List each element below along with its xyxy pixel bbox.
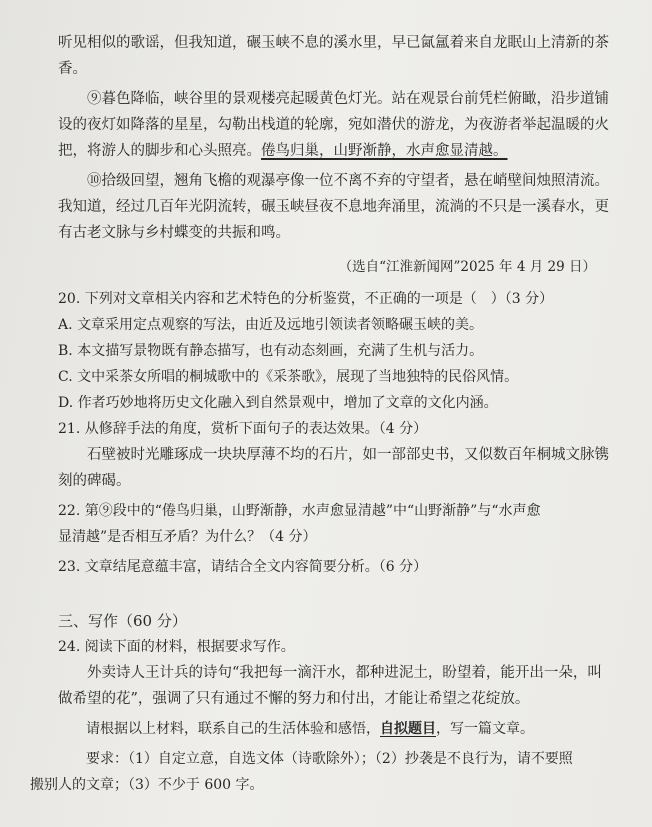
question-23-stem: 23. 文章结尾意蕴丰富，请结合全文内容简要分析。（6 分） — [58, 559, 428, 575]
option-c: C. 文中采茶女所唱的桐城歌中的《采茶歌》，展现了当地独特的民俗风情。 — [58, 369, 519, 385]
option-d: D. 作者巧妙地将历史文化融入到自然景观中，增加了文章的文化内涵。 — [58, 395, 498, 411]
paragraph-10: ⑩拾级回望，翘角飞檐的观瀑亭像一位不离不弃的守望者，悬在峭壁间烛照清流。 我知道，经过几百年光阴流转，碾玉峡昼夜不息地奔涌里，流淌的不只是一溪春水，更 有古老文脉与乡村蝶变的共振和鸣。 — [58, 173, 609, 241]
writing-requirements: 要求：（1）自定立意，自选文体（诗歌除外）；（2）抄袭是不良行为，请不要照 搬别人的文章；（3）不少于 600 字。 — [30, 751, 573, 793]
underlined-sentence: 倦鸟归巢，山野渐静，水声愈显清越。 — [261, 143, 508, 159]
question-23 — [58, 554, 612, 580]
question-22 — [58, 498, 612, 550]
paragraph-8-end: 听见相似的歌谣，但我知道，碾玉峡不息的溪水里，早已氤氲着来自龙眠山上清新的茶 香。 — [58, 35, 609, 77]
writing-prompt: 请根据以上材料，联系自己的生活体验和感悟，自拟题目，写一篇文章。 — [86, 721, 534, 737]
question-20 — [58, 286, 612, 416]
writing-material: 外卖诗人王计兵的诗句“我把每一滴汗水，都种进泥土，盼望着，能开出一朵，叫 做希望的花”，强调了只有通过不懈的努力和付出，才能让希望之花绽放。 — [58, 665, 602, 707]
section-title: 三、写作（60 分） — [58, 612, 187, 630]
question-21-quote: 石壁被时光雕琢成一块块厚薄不均的石片，如一部部史书，又似数百年桐城文脉镌 刻的碑碣。 — [58, 447, 609, 489]
option-b: B. 本文描写景物既有静态描写，也有动态刻画，充满了生机与活力。 — [58, 343, 484, 359]
passage-source: （选自“江淮新闻网”2025 年 4 月 29 日） — [338, 259, 596, 275]
question-21-stem: 21. 从修辞手法的角度，赏析下面句子的表达效果。（4 分） — [58, 421, 428, 437]
paragraph-9: ⑨暮色降临，峡谷里的景观楼亮起暖黄色灯光。站在观景台前凭栏俯瞰，沿步道铺 设的夜灯如降落的星星，勾勒出栈道的轮廓，宛如潜伏的游龙，为夜游者举起温暖的火 把，将游人的脚步和心头照亮。倦鸟归巢，山野渐静，水声愈显清越。 — [58, 91, 609, 159]
self-title-emphasis: 自拟题目 — [380, 721, 436, 737]
option-a: A. 文章采用定点观察的写法，由近及远地引领读者领略碾玉峡的美。 — [58, 317, 484, 333]
question-22-stem: 22. 第⑨段中的“倦鸟归巢，山野渐静，水声愈显清越”中“山野渐静”与“水声愈 显清越”是否相互矛盾？为什么？（4 分） — [58, 503, 541, 545]
question-21 — [58, 416, 612, 494]
reading-passage — [58, 30, 612, 280]
question-24-stem: 24. 阅读下面的材料，根据要求写作。 — [58, 639, 295, 655]
question-20-stem: 20. 下列对文章相关内容和艺术特色的分析鉴赏，不正确的一项是（ ）（3 分） — [58, 291, 554, 307]
writing-section — [30, 608, 612, 798]
